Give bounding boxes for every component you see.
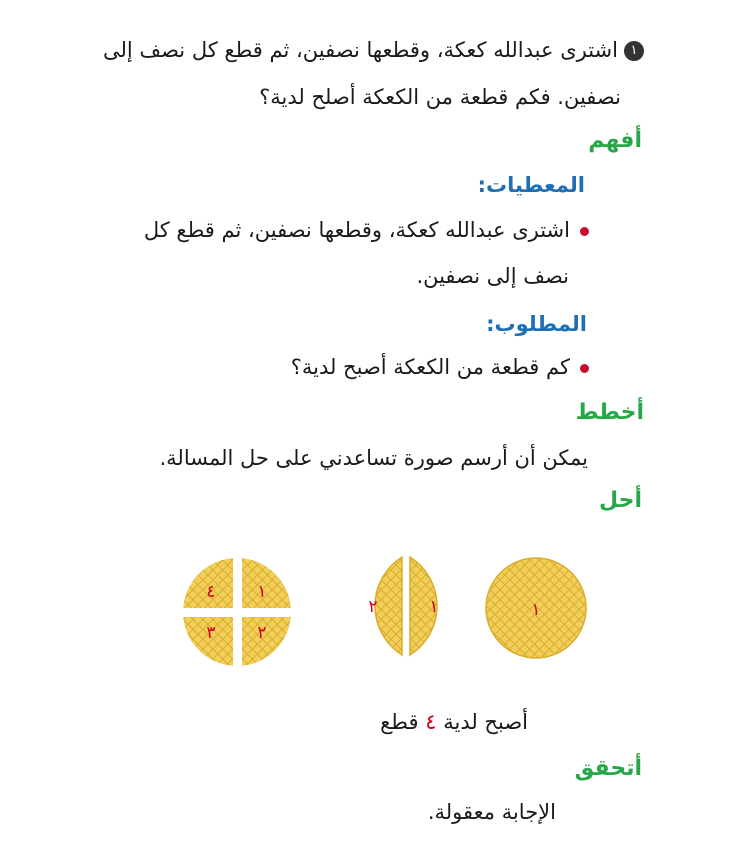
required-label: المطلوب:	[486, 312, 587, 336]
half-left	[375, 557, 402, 655]
quarter-label-top-left: ٤	[206, 582, 216, 602]
quarter-label-top-right: ١	[257, 582, 267, 602]
quarter-bottom-right	[242, 617, 297, 669]
quarter-label-bottom-left: ٣	[206, 623, 216, 643]
result-number: ٤	[425, 710, 437, 734]
heading-check: أتحقق	[574, 756, 642, 781]
whole-cake-label: ١	[531, 600, 541, 620]
heading-understand: أفهم	[588, 128, 642, 153]
problem-text-2: نصفين. فكم قطعة من الكعكة أصلح لدية؟	[259, 85, 621, 109]
required-text: كم قطعة من الكعكة أصبح لدية؟	[290, 355, 570, 379]
problem-number-badge: ١	[624, 41, 644, 61]
plan-text: يمكن أن أرسم صورة تساعدني على حل المسالة.	[159, 446, 588, 470]
heading-plan: أخطط	[575, 400, 644, 425]
givens-label: المعطيات:	[477, 173, 585, 197]
givens-text-1: اشترى عبدالله كعكة، وقطعها نصفين، ثم قطع كل	[143, 218, 570, 242]
quarter-top-right	[242, 556, 297, 608]
half-label-right: ١	[429, 597, 439, 617]
givens-text-2: نصف إلى نصفين.	[416, 264, 569, 288]
half-label-left: ٢	[368, 597, 378, 617]
result-prefix: أصبح لدية	[443, 710, 528, 734]
quarter-label-bottom-right: ٢	[257, 623, 267, 643]
result-line	[380, 710, 528, 734]
heading-solve: أحل	[598, 488, 642, 513]
result-suffix: قطع	[380, 710, 419, 734]
problem-text-1: اشترى عبدالله كعكة، وقطعها نصفين، ثم قطع كل نصف إلى	[102, 38, 618, 62]
check-text: الإجابة معقولة.	[427, 800, 556, 824]
